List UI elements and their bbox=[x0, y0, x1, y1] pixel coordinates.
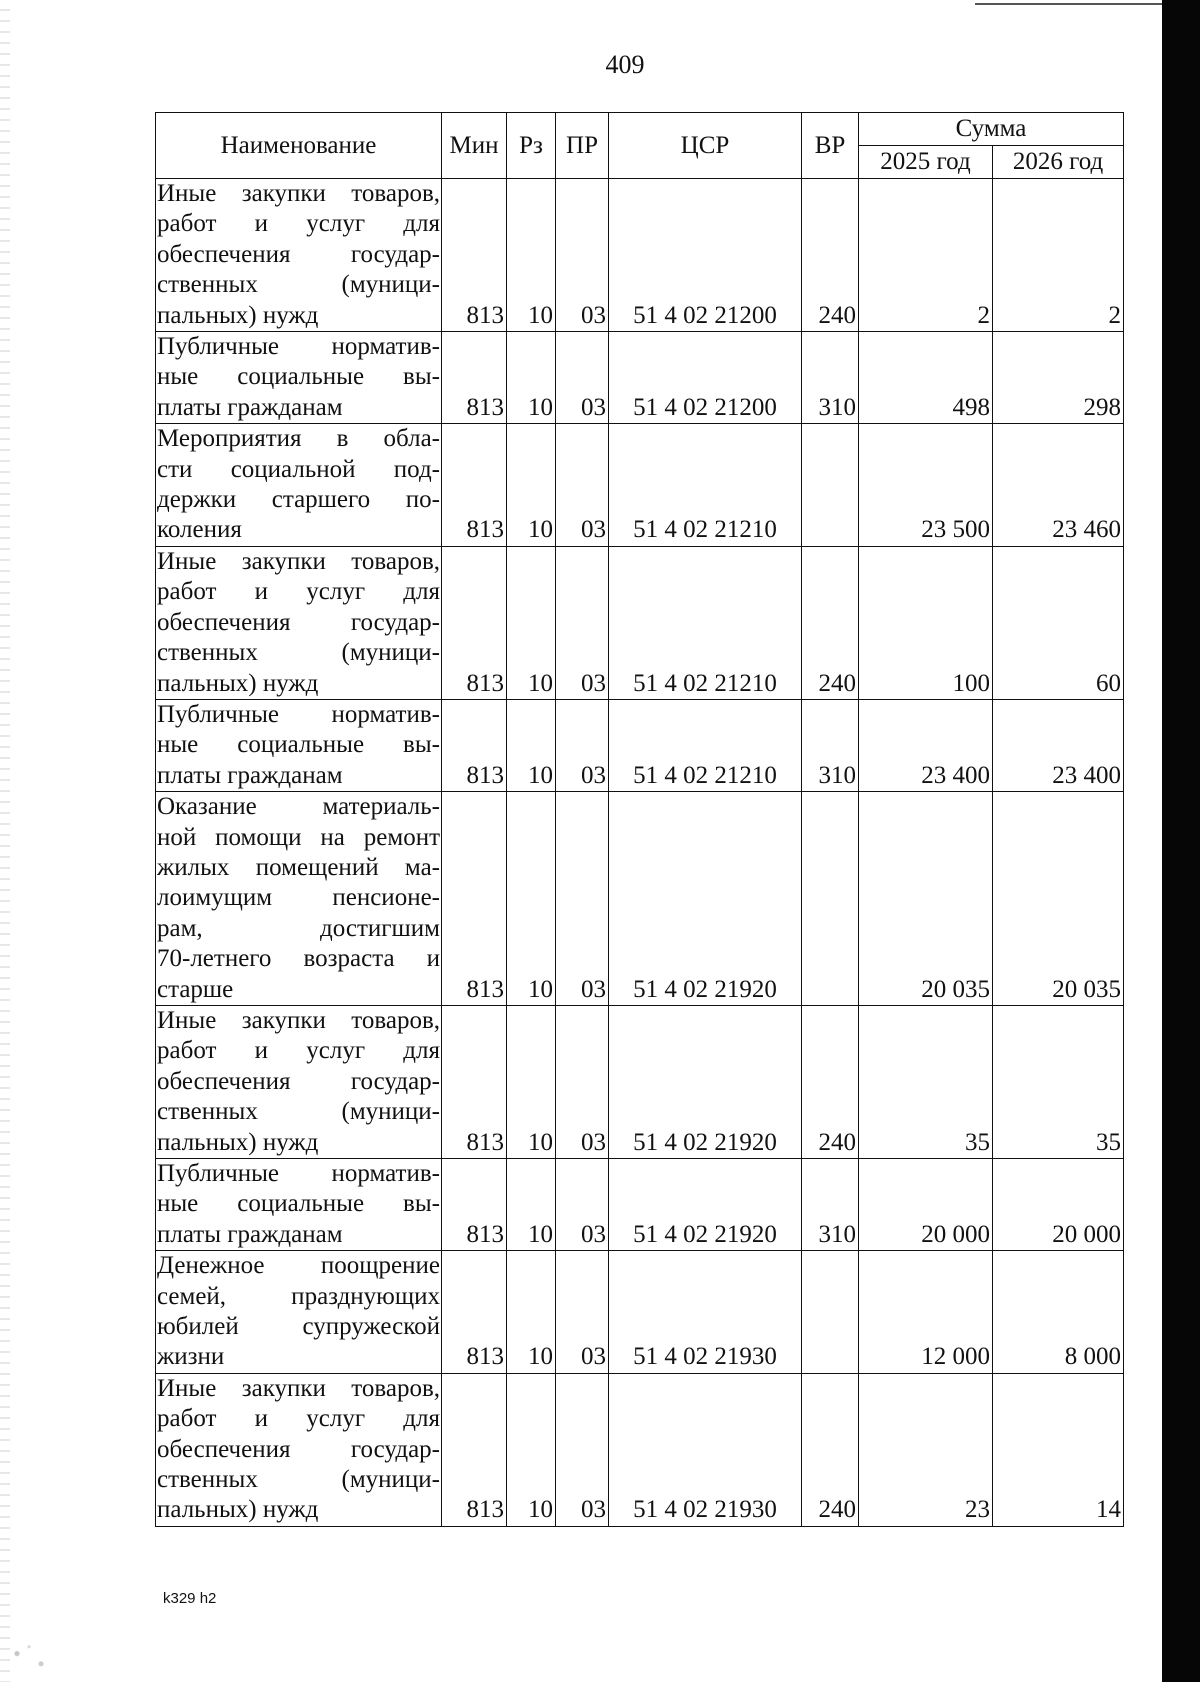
row-name-line: пальных) нужд bbox=[157, 1496, 319, 1524]
scan-top-edge bbox=[975, 3, 1165, 5]
row-name-line: обеспечения государ- bbox=[157, 1435, 440, 1463]
row-min: 813 bbox=[442, 1005, 507, 1158]
row-pr: 03 bbox=[556, 179, 609, 332]
table-row bbox=[156, 424, 1124, 547]
row-name-line: обеспечения государ- bbox=[157, 240, 440, 268]
row-name-line: Иные закупки товаров, bbox=[157, 1006, 440, 1034]
table-body bbox=[156, 179, 1124, 1527]
header-min: Мин bbox=[442, 113, 507, 179]
row-amount-2026: 14 bbox=[993, 1373, 1124, 1526]
header-name: Наименование bbox=[156, 113, 442, 179]
row-name bbox=[156, 792, 442, 1006]
row-name-line: Публичные норматив- bbox=[157, 700, 440, 728]
row-name bbox=[156, 699, 442, 791]
row-amount-2026: 20 000 bbox=[993, 1159, 1124, 1251]
row-name bbox=[156, 1373, 442, 1526]
row-csr: 51 4 02 21200 bbox=[609, 179, 802, 332]
row-amount-2026: 8 000 bbox=[993, 1251, 1124, 1374]
row-vr: 310 bbox=[802, 1159, 859, 1251]
table-row bbox=[156, 792, 1124, 1006]
header-csr: ЦСР bbox=[609, 113, 802, 179]
row-amount-2026: 23 460 bbox=[993, 424, 1124, 547]
row-vr bbox=[802, 792, 859, 1006]
row-name-line: платы гражданам bbox=[157, 761, 343, 789]
row-pr: 03 bbox=[556, 699, 609, 791]
row-vr: 240 bbox=[802, 1005, 859, 1158]
header-sum: Сумма bbox=[859, 113, 1124, 146]
row-min: 813 bbox=[442, 1251, 507, 1374]
scan-right-border bbox=[1162, 0, 1200, 1682]
row-name-line: платы гражданам bbox=[157, 393, 343, 421]
row-name-line: Иные закупки товаров, bbox=[157, 180, 440, 207]
row-amount-2025: 23 500 bbox=[859, 424, 993, 547]
row-name-line: ственных (муници- bbox=[157, 1098, 440, 1126]
row-pr: 03 bbox=[556, 546, 609, 699]
row-amount-2026: 35 bbox=[993, 1005, 1124, 1158]
row-name bbox=[156, 179, 442, 332]
row-name-line: Мероприятия в обла- bbox=[157, 425, 440, 453]
page-number: 409 bbox=[605, 50, 645, 79]
row-name-line: Денежное поощрение bbox=[157, 1252, 440, 1280]
table-row bbox=[156, 332, 1124, 424]
row-vr: 240 bbox=[802, 1373, 859, 1526]
row-name-line: ной помощи на ремонт bbox=[157, 823, 440, 851]
row-amount-2025: 20 035 bbox=[859, 792, 993, 1006]
header-year-2025: 2025 год bbox=[859, 146, 993, 179]
row-vr: 240 bbox=[802, 546, 859, 699]
row-amount-2025: 35 bbox=[859, 1005, 993, 1158]
row-name-line: Публичные норматив- bbox=[157, 333, 440, 361]
row-csr: 51 4 02 21920 bbox=[609, 1159, 802, 1251]
row-min: 813 bbox=[442, 699, 507, 791]
row-min: 813 bbox=[442, 792, 507, 1006]
row-name-line: сти социальной под- bbox=[157, 455, 440, 483]
row-amount-2025: 100 bbox=[859, 546, 993, 699]
row-amount-2026: 298 bbox=[993, 332, 1124, 424]
row-vr: 310 bbox=[802, 332, 859, 424]
row-pr: 03 bbox=[556, 1159, 609, 1251]
row-name-line: обеспечения государ- bbox=[157, 608, 440, 636]
row-csr: 51 4 02 21210 bbox=[609, 546, 802, 699]
row-amount-2025: 2 bbox=[859, 179, 993, 332]
table-row bbox=[156, 1005, 1124, 1158]
row-name-line: работ и услуг для bbox=[157, 578, 440, 606]
row-csr: 51 4 02 21210 bbox=[609, 699, 802, 791]
row-rz: 10 bbox=[507, 1373, 556, 1526]
budget-table bbox=[155, 112, 1124, 1527]
table-header bbox=[156, 113, 1124, 179]
row-name-line: работ и услуг для bbox=[157, 1037, 440, 1065]
row-amount-2025: 498 bbox=[859, 332, 993, 424]
row-name bbox=[156, 1005, 442, 1158]
row-name-line: ственных (муници- bbox=[157, 271, 440, 299]
row-csr: 51 4 02 21930 bbox=[609, 1373, 802, 1526]
row-name-line: старше bbox=[157, 975, 234, 1003]
header-year-2026: 2026 год bbox=[993, 146, 1124, 179]
row-amount-2025: 12 000 bbox=[859, 1251, 993, 1374]
row-csr: 51 4 02 21200 bbox=[609, 332, 802, 424]
row-rz: 10 bbox=[507, 1159, 556, 1251]
row-name-line: платы гражданам bbox=[157, 1220, 343, 1248]
row-csr: 51 4 02 21920 bbox=[609, 1005, 802, 1158]
row-csr: 51 4 02 21920 bbox=[609, 792, 802, 1006]
row-name-line: ные социальные вы- bbox=[157, 363, 440, 391]
row-pr: 03 bbox=[556, 1373, 609, 1526]
row-name-line: юбилей супружеской bbox=[157, 1313, 440, 1341]
row-csr: 51 4 02 21210 bbox=[609, 424, 802, 547]
row-amount-2025: 20 000 bbox=[859, 1159, 993, 1251]
row-vr bbox=[802, 424, 859, 547]
row-rz: 10 bbox=[507, 179, 556, 332]
row-pr: 03 bbox=[556, 332, 609, 424]
row-amount-2026: 23 400 bbox=[993, 699, 1124, 791]
row-amount-2025: 23 400 bbox=[859, 699, 993, 791]
row-amount-2025: 23 bbox=[859, 1373, 993, 1526]
row-name-line: семей, празднующих bbox=[157, 1282, 440, 1310]
row-name-line: Иные закупки товаров, bbox=[157, 547, 440, 575]
row-amount-2026: 2 bbox=[993, 179, 1124, 332]
header-vr: ВР bbox=[802, 113, 859, 179]
row-name-line: коления bbox=[157, 516, 242, 544]
row-pr: 03 bbox=[556, 1005, 609, 1158]
row-name-line: пальных) нужд bbox=[157, 1128, 319, 1156]
table-row bbox=[156, 1373, 1124, 1526]
header-pr: ПР bbox=[556, 113, 609, 179]
row-name-line: жизни bbox=[157, 1343, 225, 1371]
row-name bbox=[156, 1251, 442, 1374]
row-min: 813 bbox=[442, 1159, 507, 1251]
row-name-line: жилых помещений ма- bbox=[157, 853, 440, 881]
row-min: 813 bbox=[442, 1373, 507, 1526]
row-min: 813 bbox=[442, 546, 507, 699]
row-vr: 310 bbox=[802, 699, 859, 791]
scan-left-edge bbox=[0, 0, 10, 1682]
table-row bbox=[156, 179, 1124, 332]
row-vr bbox=[802, 1251, 859, 1374]
row-amount-2026: 60 bbox=[993, 546, 1124, 699]
row-pr: 03 bbox=[556, 424, 609, 547]
table-row bbox=[156, 1159, 1124, 1251]
row-name-line: пальных) нужд bbox=[157, 669, 319, 697]
row-name-line: держки старшего по- bbox=[157, 486, 440, 514]
row-name bbox=[156, 546, 442, 699]
row-csr: 51 4 02 21930 bbox=[609, 1251, 802, 1374]
row-min: 813 bbox=[442, 332, 507, 424]
row-vr: 240 bbox=[802, 179, 859, 332]
row-rz: 10 bbox=[507, 1005, 556, 1158]
table-row bbox=[156, 1251, 1124, 1374]
row-rz: 10 bbox=[507, 424, 556, 547]
row-name-line: Оказание материаль- bbox=[157, 793, 440, 821]
row-name-line: лоимущим пенсионе- bbox=[157, 884, 440, 912]
row-amount-2026: 20 035 bbox=[993, 792, 1124, 1006]
row-min: 813 bbox=[442, 179, 507, 332]
row-name-line: обеспечения государ- bbox=[157, 1067, 440, 1095]
row-name-line: работ и услуг для bbox=[157, 210, 440, 238]
row-min: 813 bbox=[442, 424, 507, 547]
row-name-line: 70-летнего возраста и bbox=[157, 945, 440, 973]
row-pr: 03 bbox=[556, 1251, 609, 1374]
row-name-line: рам, достигшим bbox=[157, 914, 440, 942]
row-name-line: работ и услуг для bbox=[157, 1405, 440, 1433]
row-name-line: ственных (муници- bbox=[157, 1466, 440, 1494]
row-name-line: ные социальные вы- bbox=[157, 731, 440, 759]
table-row bbox=[156, 699, 1124, 791]
row-name bbox=[156, 1159, 442, 1251]
row-rz: 10 bbox=[507, 546, 556, 699]
table-row bbox=[156, 546, 1124, 699]
row-name-line: пальных) нужд bbox=[157, 301, 319, 329]
row-name bbox=[156, 424, 442, 547]
row-rz: 10 bbox=[507, 332, 556, 424]
row-rz: 10 bbox=[507, 1251, 556, 1374]
row-name-line: ные социальные вы- bbox=[157, 1190, 440, 1218]
row-rz: 10 bbox=[507, 699, 556, 791]
row-rz: 10 bbox=[507, 792, 556, 1006]
row-name-line: ственных (муници- bbox=[157, 639, 440, 667]
row-pr: 03 bbox=[556, 792, 609, 1006]
row-name-line: Публичные норматив- bbox=[157, 1160, 440, 1187]
footer-code: k329 h2 bbox=[163, 1590, 217, 1607]
header-rz: Рз bbox=[507, 113, 556, 179]
row-name bbox=[156, 332, 442, 424]
scan-speckle bbox=[5, 1640, 65, 1674]
row-name-line: Иные закупки товаров, bbox=[157, 1374, 440, 1402]
